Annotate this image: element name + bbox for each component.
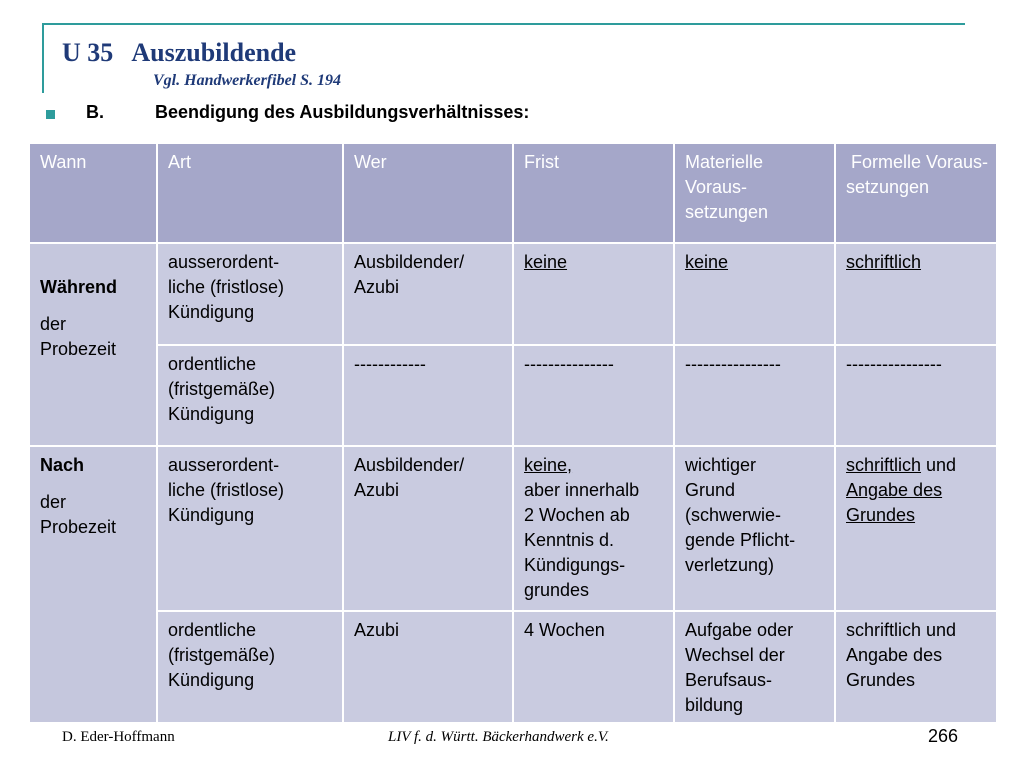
cell-formelle [835, 446, 997, 611]
bullet-square-icon [46, 110, 55, 119]
table-header-row [29, 143, 997, 243]
table-row [29, 611, 997, 723]
cell-materielle: Aufgabe oder Wechsel der Berufsaus- bildung [674, 611, 835, 723]
table-row [29, 243, 997, 345]
wann-rest: der Probezeit [40, 492, 117, 537]
section-heading: Beendigung des Ausbildungsverhältnisses: [155, 102, 530, 122]
termination-table [28, 142, 998, 724]
cell-materielle: ---------------- [674, 345, 835, 446]
header-rule [44, 23, 965, 25]
header-materielle [674, 143, 835, 243]
cell-art: ordentliche (fristgemäße) Kündigung [157, 345, 343, 446]
cell-frist: --------------- [513, 345, 674, 446]
cell-formelle: ---------------- [835, 345, 997, 446]
cell-art: ausserordent- liche (fristlose) Kündigung [157, 446, 343, 611]
cell-wer: Ausbildender/ Azubi [343, 243, 513, 345]
footer-author: D. Eder-Hoffmann [62, 729, 175, 745]
header-formelle [835, 143, 997, 243]
cell-wer: ------------ [343, 345, 513, 446]
header-wann: Wann [29, 143, 157, 243]
header-materielle-text: Materielle Voraus- setzungen [685, 152, 769, 222]
frist-detail: aber innerhalb 2 Wochen ab Kenntnis d. Kündigungs- grundes [524, 480, 640, 600]
page-number: 266 [928, 726, 959, 746]
cell-art: ausserordent- liche (fristlose) Kündigung [157, 243, 343, 345]
wann-label: Während [40, 277, 118, 297]
slide-title: U 35 Auszubildende [62, 38, 297, 67]
footer-organization: LIV f. d. Württ. Bäckerhandwerk e.V. [388, 729, 609, 745]
section-label: B. [86, 102, 104, 122]
header-frist: Frist [513, 143, 674, 243]
cell-formelle: schriftlich und Angabe des Grundes [835, 611, 997, 723]
header-side-rule [42, 23, 44, 93]
cell-frist [513, 243, 674, 345]
frist-text: keine [524, 252, 568, 272]
cell-wer: Azubi [343, 611, 513, 723]
cell-art: ordentliche (fristgemäße) Kündigung [157, 611, 343, 723]
wann-rest: der Probezeit [40, 314, 117, 359]
cell-frist: 4 Wochen [513, 611, 674, 723]
cell-wann-waehrend [29, 243, 157, 446]
cell-materielle [674, 243, 835, 345]
wann-label: Nach [40, 455, 85, 475]
cell-formelle [835, 243, 997, 345]
formelle-detail: Angabe des Grundes [846, 480, 943, 525]
formelle-text: schriftlich [846, 455, 922, 475]
cell-wer: Ausbildender/ Azubi [343, 446, 513, 611]
materielle-text: keine [685, 252, 729, 272]
cell-materielle: wichtiger Grund (schwerwie- gende Pflicht- verletzung) [674, 446, 835, 611]
table-row [29, 446, 997, 611]
formelle-text: schriftlich [846, 252, 922, 272]
slide-subtitle: Vgl. Handwerkerfibel S. 194 [153, 72, 342, 89]
header-formelle-text: Formelle Voraus- setzungen [846, 152, 989, 197]
header-wer: Wer [343, 143, 513, 243]
table-row [29, 345, 997, 446]
cell-wann-nach [29, 446, 157, 723]
frist-text: keine, [524, 455, 573, 475]
formelle-and: und [921, 455, 957, 475]
header-art: Art [157, 143, 343, 243]
cell-frist [513, 446, 674, 611]
